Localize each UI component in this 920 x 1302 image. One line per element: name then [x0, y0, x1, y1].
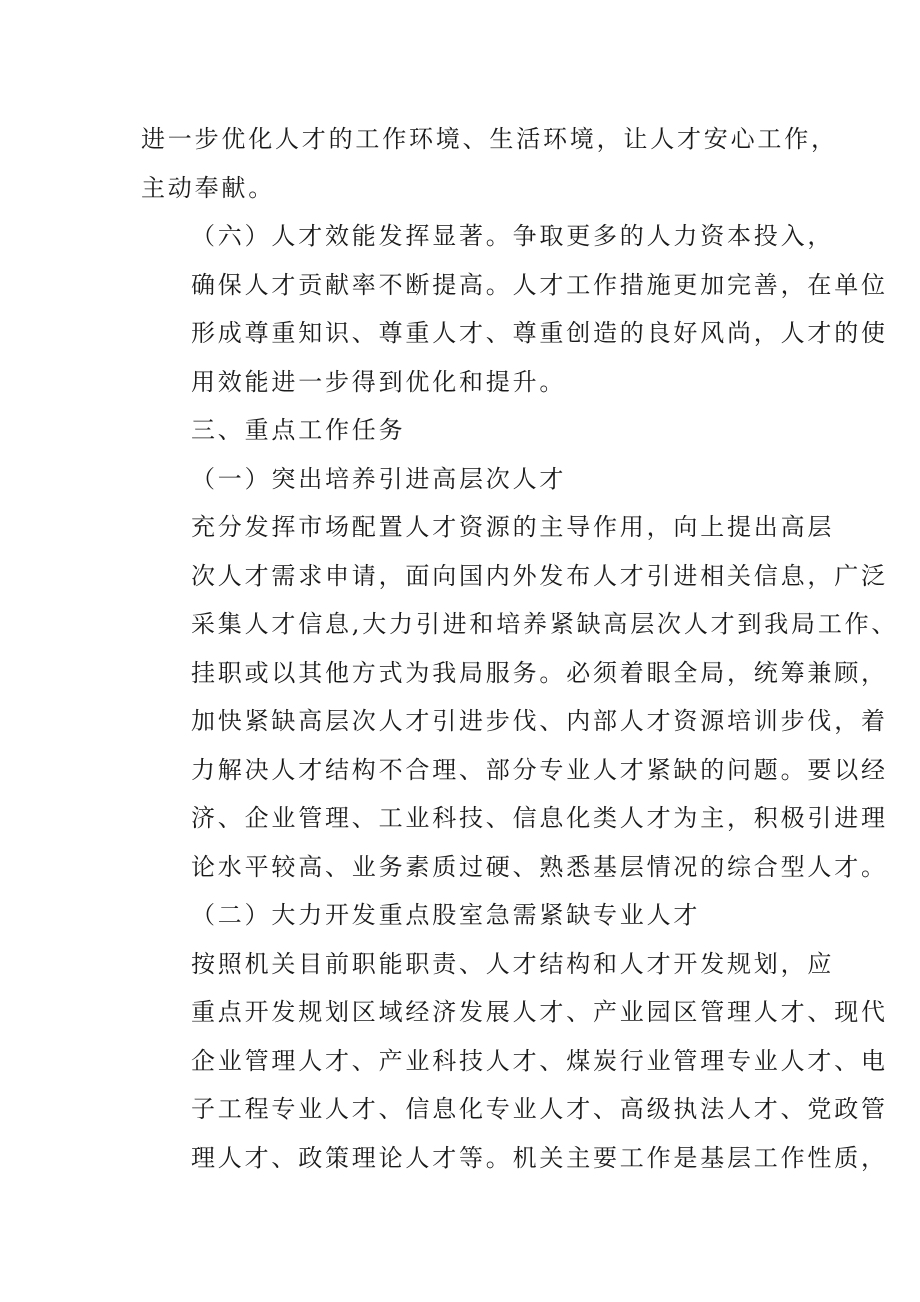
- paragraph: [141, 115, 838, 212]
- text-line: 次人才需求申请，面向国内外发布人才引进相关信息，广泛: [191, 561, 888, 590]
- text-line: 三、重点工作任务: [191, 416, 406, 444]
- text-line: 子工程专业人才、信息化专业人才、高级执法人才、党政管: [191, 1095, 888, 1123]
- text-line: 重点开发规划区域经济发展人才、产业园区管理人才、现代: [191, 998, 888, 1026]
- text-line: 采集人才信息,大力引进和培养紧缺高层次人才到我局工作、: [191, 610, 899, 638]
- text-line: 企业管理人才、产业科技人才、煤炭行业管理专业人才、电: [191, 1046, 888, 1075]
- text-line: 形成尊重知识、尊重人才、尊重创造的良好风尚，人才的使: [191, 319, 888, 347]
- text-line: 按照机关目前职能职责、人才结构和人才开发规划，应: [191, 949, 835, 978]
- paragraph: [141, 891, 796, 940]
- text-line: 力解决人才结构不合理、部分专业人才紧缺的问题。要以经: [191, 755, 888, 784]
- text-line: 充分发挥市场配置人才资源的主导作用，向上提出高层: [191, 513, 835, 541]
- text-line: （六）人才效能发挥显著。争取更多的人力资本投入，: [191, 222, 835, 250]
- text-line: 用效能进一步得到优化和提升。: [191, 367, 567, 396]
- text-line: 济、企业管理、工业科技、信息化类人才为主，积极引进理: [191, 804, 888, 832]
- paragraph: [141, 212, 888, 406]
- text-line: 加快紧缺高层次人才引进步伐、内部人才资源培训步伐，着: [191, 707, 888, 735]
- text-line: （一）突出培养引进高层次人才: [191, 464, 567, 493]
- paragraph: [141, 503, 899, 891]
- paragraph: [141, 406, 796, 455]
- document-body: [141, 115, 899, 1182]
- text-line: 主动奉献。: [141, 173, 275, 202]
- paragraph: [141, 455, 796, 504]
- paragraph: [141, 940, 888, 1183]
- text-line: 进一步优化人才的工作环境、生活环境，让人才安心工作，: [141, 125, 838, 153]
- text-line: 确保人才贡献率不断提高。人才工作措施更加完善，在单位: [191, 270, 888, 299]
- text-line: （二）大力开发重点股室急需紧缺专业人才: [191, 901, 701, 929]
- text-line: 挂职或以其他方式为我局服务。必须着眼全局，统筹兼顾，: [191, 658, 888, 687]
- text-line: 论水平较高、业务素质过硬、熟悉基层情况的综合型人才。: [191, 852, 888, 881]
- text-line: 理人才、政策理论人才等。机关主要工作是基层工作性质，: [191, 1143, 888, 1172]
